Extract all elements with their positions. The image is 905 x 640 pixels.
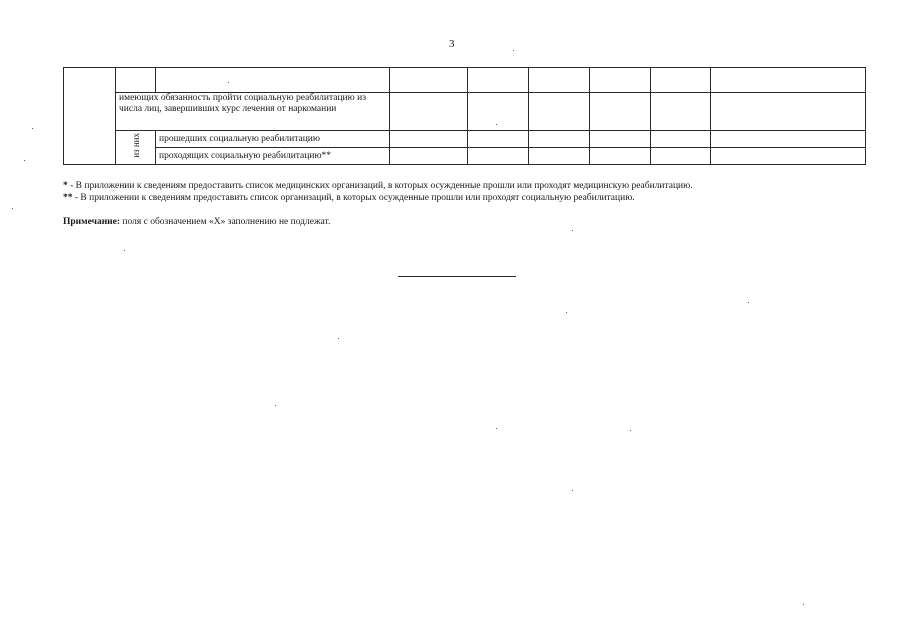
table-cell (529, 148, 590, 165)
table-cell (390, 68, 468, 93)
table-cell (590, 131, 651, 148)
note (63, 217, 330, 228)
scan-speck (496, 428, 497, 429)
table-cell (651, 68, 711, 93)
table-cell (64, 68, 116, 165)
footnote-medical-rehab (63, 181, 693, 192)
row-label-completed-rehab: прошедших социальную реабилитацию (156, 131, 390, 148)
table-cell (468, 131, 529, 148)
table-cell (651, 131, 711, 148)
table-row (64, 148, 866, 165)
footnote-mark: ** (63, 193, 73, 203)
group-label-cell (116, 131, 156, 165)
footnote-mark: * (63, 181, 68, 191)
scan-speck (572, 230, 573, 231)
note-label: Примечание: (63, 217, 121, 227)
table-cell (711, 93, 866, 131)
table-cell (116, 68, 156, 93)
row-label-social-rehab-obligation: имеющих обязанность пройти социальную реабилитацию из числа лиц, завершивших курс лечения от наркомании (116, 93, 390, 131)
table-cell (590, 93, 651, 131)
scan-speck (496, 124, 497, 125)
table-row (64, 93, 866, 131)
table-cell (711, 131, 866, 148)
table-cell (529, 68, 590, 93)
scan-speck (124, 250, 125, 251)
table-cell (529, 131, 590, 148)
report-table (63, 67, 866, 165)
table-cell (711, 68, 866, 93)
table-cell (390, 148, 468, 165)
scan-speck (275, 405, 276, 406)
scan-speck (803, 604, 804, 605)
scan-speck (630, 430, 631, 431)
footnote-text: - В приложении к сведениям предоставить список медицинских организаций, в которых осужденные прошли или проходят медицинскую реабилитацию. (67, 181, 693, 191)
scan-speck (24, 160, 25, 161)
table-cell (468, 68, 529, 93)
table-cell (651, 93, 711, 131)
footnote-social-rehab (63, 193, 635, 204)
table-cell (468, 93, 529, 131)
scan-speck (748, 302, 749, 303)
table-cell (590, 148, 651, 165)
table-cell (390, 131, 468, 148)
table-row (64, 131, 866, 148)
table-cell (156, 68, 390, 93)
table-row (64, 68, 866, 93)
table-cell (711, 148, 866, 165)
table-cell (651, 148, 711, 165)
scan-speck (338, 338, 339, 339)
scan-speck (572, 490, 573, 491)
scan-speck (513, 50, 514, 51)
table-cell (390, 93, 468, 131)
scan-speck (228, 82, 229, 83)
row-label-ongoing-rehab: проходящих социальную реабилитацию** (156, 148, 390, 165)
page-number: 3 (449, 38, 455, 50)
note-text: поля с обозначением «Х» заполнению не подлежат. (120, 217, 331, 227)
closing-rule (398, 276, 516, 277)
scan-speck (12, 208, 13, 209)
table-cell (468, 148, 529, 165)
scan-speck (566, 312, 567, 313)
table-cell (529, 93, 590, 131)
group-label: из них (130, 133, 141, 158)
table-cell (590, 68, 651, 93)
scan-speck (32, 128, 33, 129)
footnote-text: - В приложении к сведениям предоставить список организаций, в которых осужденные прошли или проходят социальную реабилитацию. (72, 193, 635, 203)
